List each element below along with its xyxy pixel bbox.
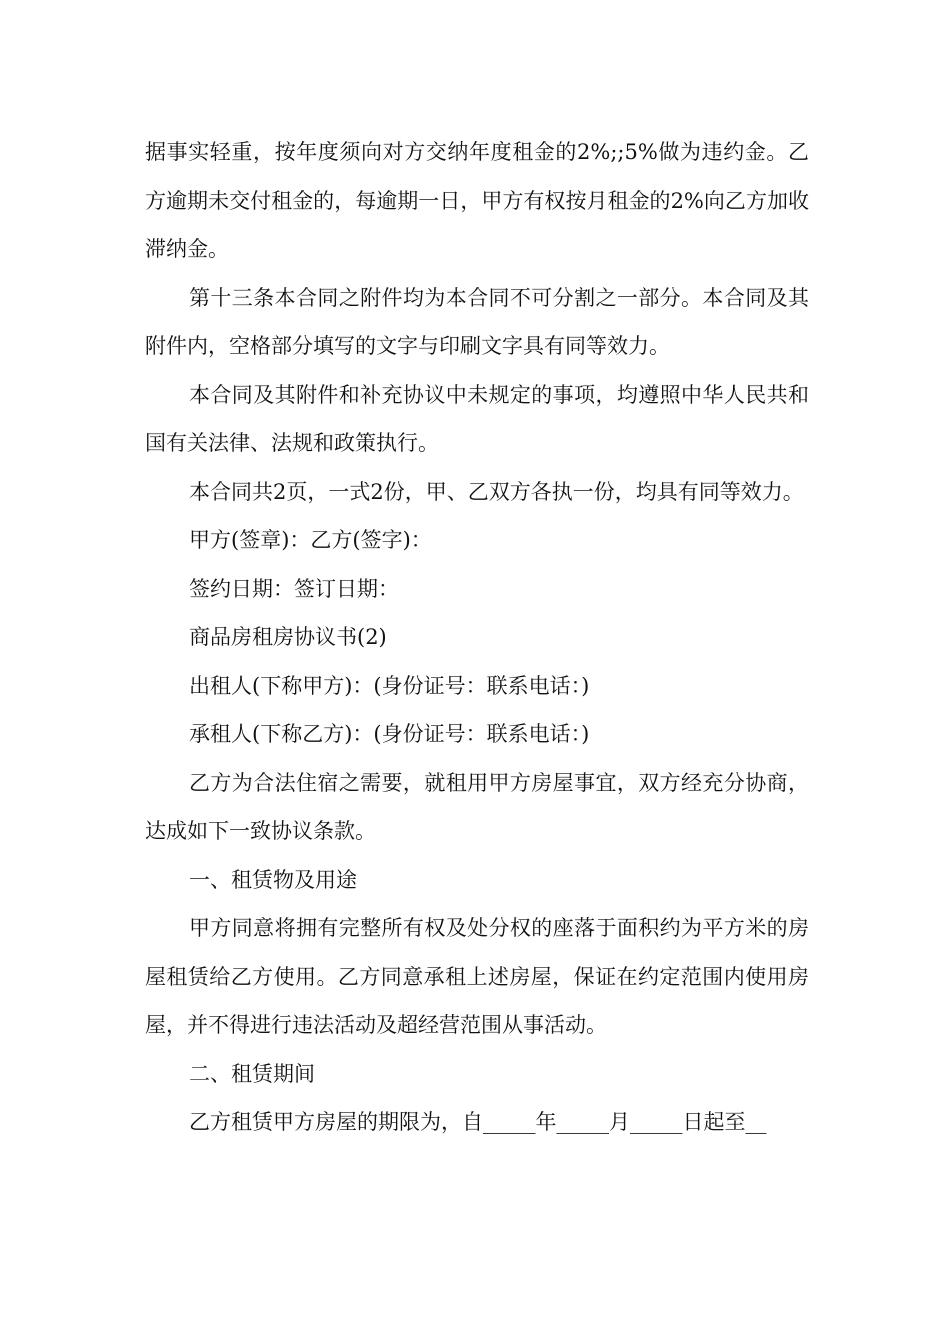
section-heading-1: 一、租赁物及用途: [189, 867, 357, 892]
lessor-line: 出租人(下称甲方)：(身份证号：联系电话：): [189, 673, 590, 698]
document-body: [145, 128, 809, 1147]
section-heading-2: 二、租赁期间: [189, 1061, 315, 1086]
agreement-title: 商品房租房协议书(2): [189, 625, 387, 649]
paragraph-lease-term: 乙方租赁甲方房屋的期限为，自_____年_____月_____日起至__: [189, 1110, 767, 1134]
lessee-line: 承租人(下称乙方)：(身份证号：联系电话：): [189, 722, 590, 746]
signing-date-line: 签约日期：签订日期：: [189, 576, 399, 601]
signature-line: 甲方(签章)：乙方(签字)：: [189, 528, 432, 552]
paragraph-penalty: 据事实轻重，按年度须向对方交纳年度租金的2%;;5%做为违约金。乙方逾期未交付租金的，每逾期一日，甲方有权按月租金的2%向乙方加收滞纳金。: [145, 140, 809, 261]
paragraph-preamble: 乙方为合法住宿之需要，就租用甲方房屋事宜，双方经充分协商，达成如下一致协议条款。: [145, 770, 809, 843]
paragraph-article-13: 第十三条本合同之附件均为本合同不可分割之一部分。本合同及其附件内，空格部分填写的文字与印刷文字具有同等效力。: [145, 285, 809, 358]
paragraph-unspecified-matters: 本合同及其附件和补充协议中未规定的事项，均遵照中华人民共和国有关法律、法规和政策执行。: [145, 382, 809, 455]
paragraph-lease-property: 甲方同意将拥有完整所有权及处分权的座落于面积约为平方米的房屋租赁给乙方使用。乙方同意承租上述房屋，保证在约定范围内使用房屋，并不得进行违法活动及超经营范围从事活动。: [145, 916, 809, 1037]
paragraph-copies: 本合同共2页，一式2份，甲、乙双方各执一份，均具有同等效力。: [189, 479, 804, 504]
